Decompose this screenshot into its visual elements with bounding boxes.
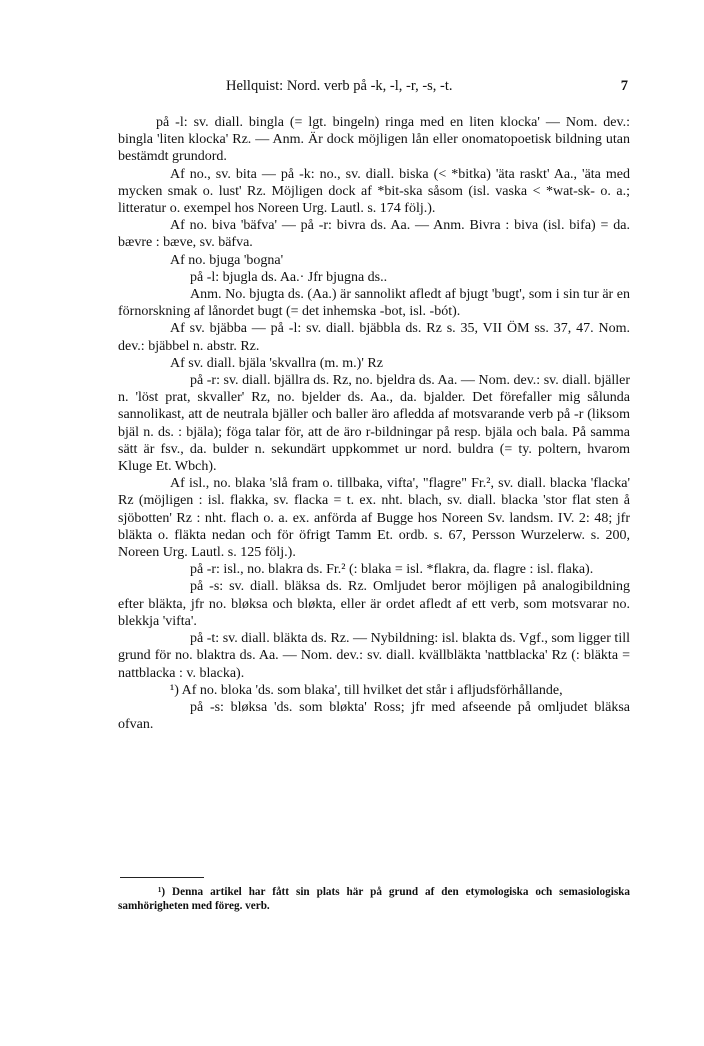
footnote: ¹) Denna artikel har fått sin plats här på grund af den etymologiska och semasiologiska samhörigheten med föreg. verb. xyxy=(118,886,630,912)
paragraph: Af no. biva 'bäfva' — på -r: bivra ds. Aa. — Anm. Bivra : biva (isl. bifa) = da. bævre : bæve, sv. bäfva. xyxy=(118,218,630,251)
running-title: Hellquist: Nord. verb på -k, -l, -r, -s, -t. xyxy=(226,78,453,94)
page-header xyxy=(118,78,630,100)
paragraph: Af sv. bjäbba — på -l: sv. diall. bjäbbla ds. Rz s. 35, VII ÖM ss. 37, 47. Nom. dev.: bjäbbel n. abstr. Rz. xyxy=(118,321,630,354)
footnote-rule xyxy=(120,877,204,878)
paragraph: Af isl., no. blaka 'slå fram o. tillbaka, vifta', "flagre" Fr.², sv. diall. blacka 'flacka' Rz (möjligen : isl. flakka, sv. flacka = t. ex. nht. blach, sv. diall. blacka 'stor flat sten å sjöbotten' Rz : nht. flach o. a. ex. anförda af Bugge hos Noreen Sv. landsm. IV. 2: 48; jfr bläkta o. fläkta nedan och för öfrigt Tamm Et. ordb. s. 67, Persson Wurzelerw. s. 200, Noreen Urg. Lautl. s. 125 följ.). xyxy=(118,476,630,561)
paragraph: Af sv. diall. bjäla 'skvallra (m. m.)' Rz xyxy=(170,355,383,371)
paragraph: på -s: bløksa 'ds. som bløkta' Ross; jfr med afseende på omljudet bläksa ofvan. xyxy=(118,699,630,733)
paragraph: på -l: bjugla ds. Aa.· Jfr bjugna ds.. xyxy=(190,269,388,285)
paragraph: på -s: sv. diall. bläksa ds. Rz. Omljudet beror möjligen på analogibildning efter bläkta, jfr no. bløksa och bløkta, eller är ordet afledt af ett verb, som motsvarar no. blekkja 'vifta'. xyxy=(118,579,630,629)
paragraph: Af no. bjuga 'bogna' xyxy=(170,252,284,268)
paragraph: Anm. No. bjugta ds. (Aa.) är sannolikt afledt af bjugt 'bugt', som i sin tur är en förnorskning af lånordet bugt (= det inhemska -bot, isl. -bót). xyxy=(118,287,630,320)
paragraph: på -l: sv. diall. bingla (= lgt. bingeln) ringa med en liten klocka' — Nom. dev.: bingla 'liten klocka' Rz. — Anm. Är dock möjligen lån eller onomatopoetisk bildning utan bestämdt grundord. xyxy=(118,115,630,165)
page-number: 7 xyxy=(620,78,628,94)
paragraph: på -r: isl., no. blakra ds. Fr.² (: blaka = isl. *flakra, da. flagre : isl. flaka). xyxy=(190,562,594,578)
body-text xyxy=(118,114,630,733)
paragraph: ¹) Af no. bloka 'ds. som blaka', till hvilket det står i afljudsförhållande, xyxy=(170,682,563,698)
paragraph: på -r: sv. diall. bjällra ds. Rz, no. bjeldra ds. Aa. — Nom. dev.: sv. diall. bjäller n. 'löst prat, skvaller' Rz, no. bjelder ds. Aa., da. bjalder. Det förefaller mig sålunda sannolikast, att de neutrala bjäller och baller äro afledda af motsvarande verb på -r (liksom bjäl n. ds. : bjäla); föga talar för, att de äro r-bildningar på resp. bjäla och bala. På samma sätt är fsv., da. bulder n. sekundärt uppkommet ur nord. buldra (= ty. poltern, hvarom Kluge Et. Wbch). xyxy=(118,373,630,475)
paragraph: Af no., sv. bita — på -k: no., sv. diall. biska (< *bitka) 'äta raskt' Aa., 'äta med mycken smak o. lust' Rz. Möjligen dock af *bit-ska såsom (isl. vaska < *wat-sk- o. a.; litteratur o. exempel hos Noreen Urg. Lautl. s. 174 följ.). xyxy=(118,166,630,217)
paragraph: på -t: sv. diall. bläkta ds. Rz. — Nybildning: isl. blakta ds. Vgf., som ligger till grund för no. blaktra ds. Aa. — Nom. dev.: sv. diall. kvällbläkta 'nattblacka' Rz (: bläkta = nattblacka : v. blacka). xyxy=(118,631,630,681)
